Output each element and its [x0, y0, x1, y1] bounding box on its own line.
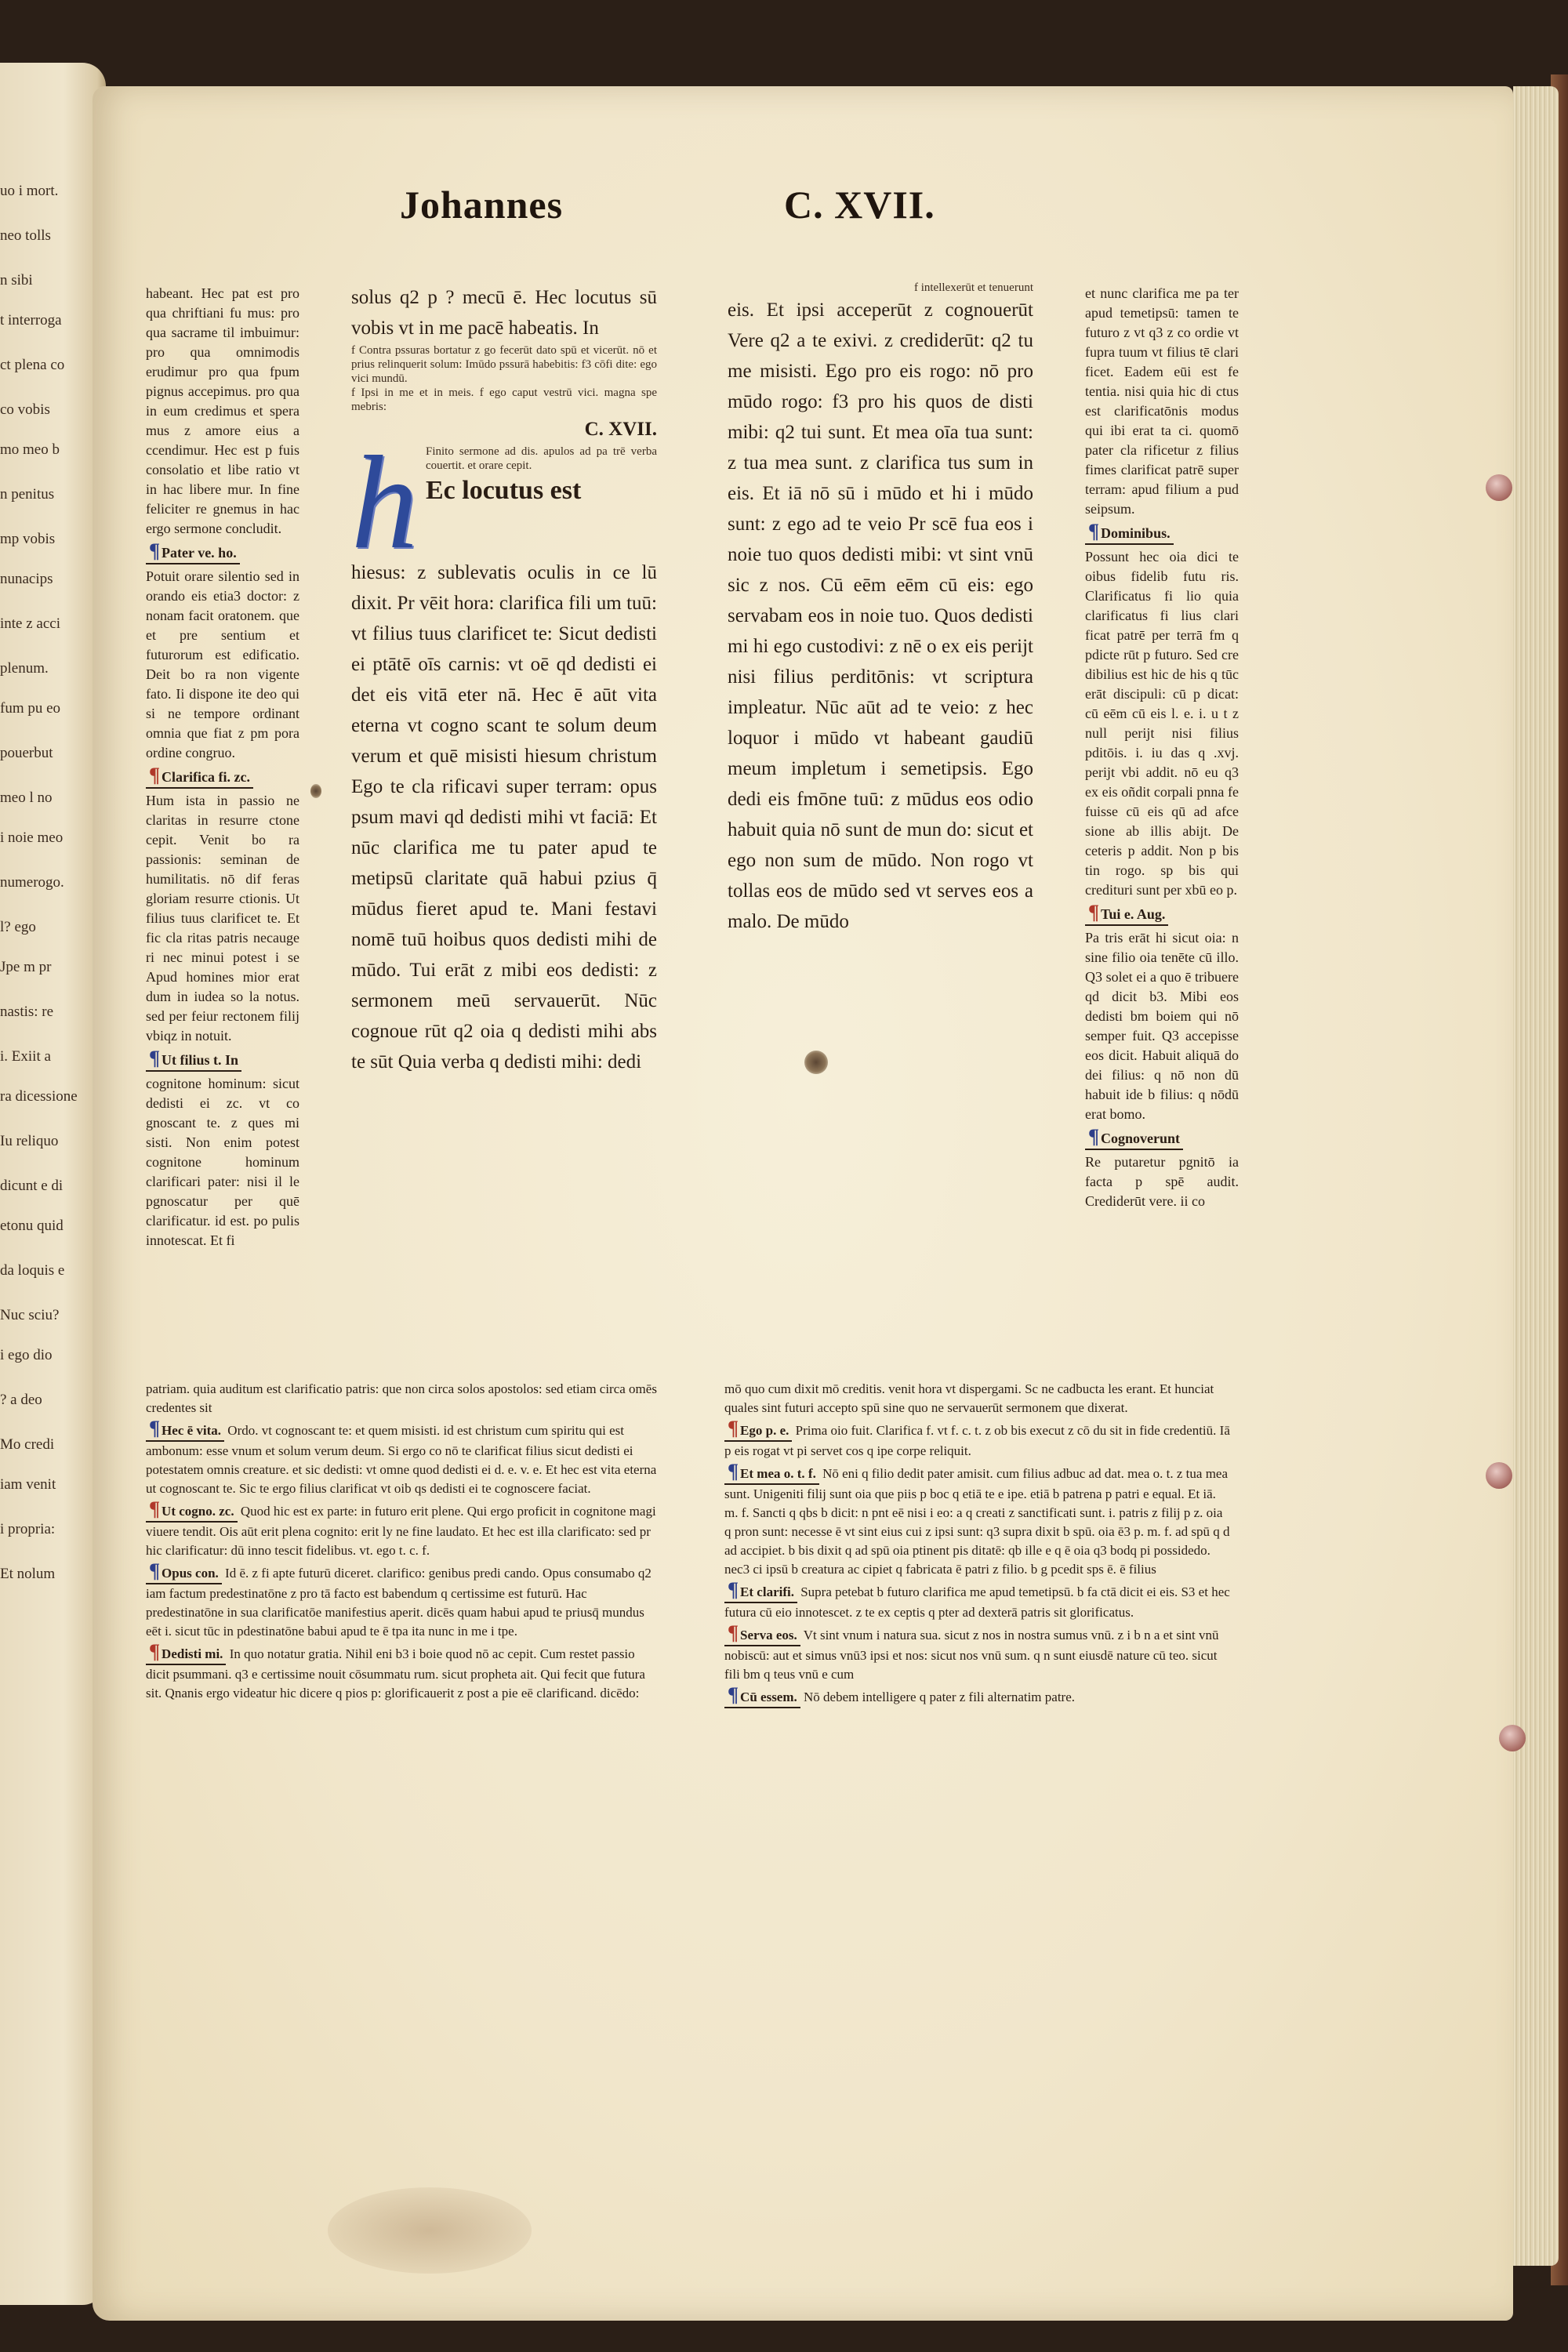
col4-gloss3-text: Re putaretur pgnitō ia facta p spē audit. Crediderūt vere. ii co	[1085, 1154, 1239, 1209]
left-page-line: i ego dio	[0, 1347, 53, 1363]
col3-top-gloss: f intellexerūt et tenuerunt	[913, 281, 1033, 294]
left-page-line: co vobis	[0, 401, 50, 418]
left-page-line: neo tolls	[0, 227, 51, 244]
left-page-line: etonu quid	[0, 1218, 64, 1234]
left-page-line: nunacips	[0, 571, 53, 587]
page-stain	[328, 2187, 532, 2274]
lower-left-commentary	[146, 1380, 657, 1704]
col2-body-text: hiesus: z sublevatis oculis in ce lū dixit. Pr vēit hora: clarifica fili um tuū: vt filius tuus clarificet te: Sicut dedisti ei ptātē oīs carnis: vt oē qd dedisti ei det eis vitā eter nā. Hec ē aūt vita eterna vt cogno scant te solum deum verum et quē misisti hiesum christum Ego te cla rificavi super terram: opus psum mavi qd dedisti mihi vt faciā: Et nūc clarifica me tu pater apud te metipsū claritate quā habui pzius q̄ mūdus fieret apud te. Mani festavi nomē tuū hoibus quos dedisti mihi de mūdo. Tui erāt z mibi eos dedisti: z sermonem meū servauerūt. Nūc cognoue rūt q2 oia q dedisti mihi abs te sūt Quia verba q dedisti mihi: dedi	[351, 562, 657, 1073]
lower-left-g3-label: ¶ Opus con.	[146, 1562, 222, 1584]
left-page-line: iam venit	[0, 1476, 56, 1493]
col1-gloss1-label: ¶ Pater ve. ho.	[146, 541, 240, 564]
running-head-chapter: C. XVII.	[784, 183, 935, 227]
left-page-text-fragments	[0, 180, 100, 1603]
lower-left-g2-text: Quod hic est ex parte: in futuro erit plene. Qui ergo proficit in cognitone magi viuere tendit. Ois aūt erit plena cognito: erit ly ne fine laudato. Et hec est illa clarificato: sed pr hic clarificatur: dū inno tescit fidelibus. vt. ego t. c. f.	[146, 1504, 656, 1558]
col4-gloss1-text: Possunt hec oia dici te oibus fidelib futu ris. Clarificatus fi lio quia clarificatus fi lius clari ficat patrē per terrā fm q pdicte rūt p futuro. Sed cre dibilius est hic de his q tūc erāt discipuli: cū p dicat: cū eēm cū eis l. e. i. u t z null perijt nisi filius pditōis. i. iu das q .xvj. perijt vbi addit. nō eu q3 ex eis oñdit corpali pnna fe fuisse cū eis qū ad afce sione ab illis abijt. De ceteris p addit. Non p bis tin rogo. sp bis qui credituri sunt per xbū eo p.	[1085, 549, 1239, 898]
left-page-line: ra dicessione	[0, 1088, 78, 1105]
lower-left-g4-label: ¶ Dedisti mi.	[146, 1642, 226, 1665]
left-page-line: Jpe m pr	[0, 959, 52, 975]
col1-gloss3-text: cognitone hominum: sicut dedisti ei zc. vt co gnoscant te. z ques mi sisti. Non enim potest cognitone hominum clarificari pater: nisi il le pgnoscatur per quē clarificatur. id est. po pulis innotescat. Et fi	[146, 1076, 299, 1248]
lower-right-g1-label: ¶ Ego p. e.	[724, 1419, 792, 1442]
col4-gloss3-label: ¶ Cognoverunt	[1085, 1127, 1183, 1150]
left-facing-page	[0, 63, 106, 2305]
col4-gloss2-text: Pa tris erāt hi sicut oia: n sine filio oia tenēte cū illo. Q3 solet ei a quo ē tribuere qd dicit b3. Mibi eos dedisti bm boiem qui nō semper fuit. Q3 accepisse eos dicit. Habuit aliquā do dei filius: q nō non dū habuit ide b filius: q nōdū erat bomo.	[1085, 930, 1239, 1122]
lower-right-g3-text: Supra petebat b futuro clarifica me apud temetipsū. b fa ctā dicit ei eis. S3 et hec futura cū eio innotescet. z te ex ceptis q pter ad dexterā patris sit glorificatus.	[724, 1584, 1230, 1620]
left-page-line: ? a deo	[0, 1392, 42, 1408]
page-tab-marker-2	[1486, 1462, 1512, 1489]
running-head-book: Johannes	[400, 183, 564, 227]
left-page-line: mp vobis	[0, 531, 56, 547]
lower-right-g5-text: Nō debem intelligere q pater z fili alternatim patre.	[804, 1690, 1076, 1704]
left-page-line: nastis: re	[0, 1004, 54, 1020]
col2-top-text: solus q2 p ? mecū ē. Hec locutus sū vobis vt in me pacē habeatis. In	[351, 287, 657, 339]
lower-right-g1-text: Prima oio fuit. Clarifica f. vt f. c. t. z ob bis execut z cō du sit in fide credentiū. Iā p eis rogat vt pi servet cos q ipe corpe reliquit.	[724, 1423, 1230, 1458]
left-page-line: dicunt e di	[0, 1178, 64, 1194]
left-page-line: mo meo b	[0, 441, 60, 458]
lower-left-intro: patriam. quia auditum est clarificatio patris: que non circa solos apostolos: sed etiam circa omēs credentes sit	[146, 1381, 657, 1415]
lower-right-commentary	[724, 1380, 1232, 1710]
col4-gloss1-label: ¶ Dominibus.	[1085, 521, 1174, 545]
lower-right-g5-label: ¶ Cū essem.	[724, 1686, 800, 1708]
col4-gloss2-label: ¶ Tui e. Aug.	[1085, 902, 1168, 926]
decorated-initial-h: h	[351, 445, 418, 557]
lower-left-g1-label: ¶ Hec ē vita.	[146, 1419, 224, 1442]
left-page-line: i. Exiit a	[0, 1048, 51, 1065]
column-4-gloss	[1085, 284, 1239, 1214]
left-page-line: meo l no	[0, 789, 53, 806]
lower-left-g4-text: In quo notatur gratia. Nihil eni b3 i boie quod nō ac cepit. Cum restet passio dicit psummani. q3 e certissime nouit cōsummatu rum. sicut propheta ait. Qui fecit que futura sit. Qnanis ergo videatur hic dicere q pios p: glorificauerit z post a pie eē clarificand. dicēdo:	[146, 1646, 645, 1700]
page-tab-marker-1	[1486, 474, 1512, 501]
left-page-line: numerogo.	[0, 874, 64, 891]
page-tab-marker-3	[1499, 1725, 1526, 1751]
lower-left-g2-label: ¶ Ut cogno. zc.	[146, 1500, 238, 1523]
chapter-intro-gloss: Finito sermone ad dis. apulos ad pa trē verba couertit. et orare cepit.	[426, 445, 657, 472]
lower-left-g1-text: Ordo. vt cognoscant te: et quem misisti. id est christum cum spiritu qui est ambonum: esse vnum et solum verum deum. Si ergo co nō te clarificat filius sicut dedisti ei potestatem omnis creature. et sic dedisti: vt omne quod dedisti ei d. e. v. e. Et hec est vita eterna ut cognoscant te. Sic te ergo filius clarificat vt oib qs dedisti ei te cognoscere faciat.	[146, 1423, 657, 1496]
col1-gloss2-text: Hum ista in passio ne claritas in resurre ctone cepit. Venit bo ra passionis: seminan de humilitatis. nō dif feras gloriam resurre ctionis. Ut filius tuus clarificet te. Et fic cla ritas patris necauge ri nec minui potest i se Apud homines mior erat dum in iudea so la notus. sed per feiur rectonem filij vbiqz in notuit.	[146, 793, 299, 1044]
lower-right-g4-label: ¶ Serva eos.	[724, 1624, 800, 1646]
ink-spot	[310, 784, 321, 798]
left-page-line: i propria:	[0, 1521, 56, 1537]
col1-gloss2-label: ¶ Clarifica fi. zc.	[146, 765, 253, 789]
left-page-line: Nuc sciu?	[0, 1307, 60, 1323]
lower-right-g4-text: Vt sint vnum i natura sua. sicut z nos in nostra sumus vnū. z i b n a et sint vnū nobiscū: aut et simus vnū3 ipsi et nos: sicut nos vnū sum. q n sunt eiusdē nature cū teo. sicut fili bm q teus vnū e cum	[724, 1628, 1219, 1682]
left-page-line: i noie meo	[0, 829, 64, 846]
left-page-line: Mo credi	[0, 1436, 55, 1453]
col2-top-gloss: f Contra pssuras bortatur z go fecerūt dato spū et vicerūt. nō et prius relinquerit solum: Imūdo pssurā habebitis: f3 cōfi dite: ego vici mundū.	[351, 344, 657, 385]
page-fore-edge	[1513, 86, 1559, 2266]
left-page-line: l? ego	[0, 919, 36, 935]
lower-right-g3-label: ¶ Et clarifi.	[724, 1581, 797, 1603]
left-page-line: fum pu eo	[0, 700, 61, 717]
left-page-line: inte z acci	[0, 615, 61, 632]
left-page-line: Iu reliquo	[0, 1133, 59, 1149]
column-3-main-text	[728, 281, 1033, 937]
left-page-line: uo i mort.	[0, 183, 59, 199]
left-page-line: t interroga	[0, 312, 62, 328]
lower-right-intro: mō quo cum dixit mō creditis. venit hora vt dispergami. Sc ne cadbucta les erant. Et hunciat quales sint futuri accepto spū sine quo ne servauerūt sermonem que dixerat.	[724, 1381, 1214, 1415]
lower-left-g3-text: Id ē. z fi apte futurū diceret. clarifico: genibus predi cando. Opus consumabo q2 iam factum predestinatōne z pro tā facto est babendum q certissime est futurū. Hac predestinatōne in sua clarificatōe manifestius aperit. dicēs quam habui apud te priusq̄ mundus eēt i. sicut tūc in pdestinatōne babui apud te ē tpa ita nunc in me i tpe.	[146, 1566, 652, 1639]
column-1-gloss	[146, 284, 299, 1253]
col1-gloss3-label: ¶ Ut filius t. In	[146, 1048, 241, 1072]
left-page-line: n penitus	[0, 486, 55, 503]
col2-top-gloss-2: f Ipsi in me et in meis. f ego caput vestrū vici. magna spe mebris:	[351, 387, 657, 413]
left-page-line: n sibi	[0, 272, 33, 289]
left-page-line: pouerbut	[0, 745, 53, 761]
left-page-line: plenum.	[0, 660, 49, 677]
col4-top-text: et nunc clarifica me pa ter apud temetipsū: tamen te futuro z vt q3 z co ordie vt fupra tuum vt filius tē clari ficet. Eadem eūi est fe tentia. nisi quia hic di ctus est clarificatōnis modus qui ibi erat ta ci. quomō pater cla rificetur z filius fimes clarificat patrē super terram: apud filium a pud seipsum.	[1085, 285, 1239, 517]
lower-right-g2-text: Nō eni q filio dedit pater amisit. cum filius adbuc ad dat. mea o. t. z tua mea sunt. Unigeniti filij sunt oia que piis p boc q etiā te e ipe. etiā b patrena p patri e equal. Et iā. m. f. Sancti q qbs b dicit: n pnt eē nisi i eo: a q creati z sanctificati sunt. i. patris z filij p z. oia q pron sunt: necesse ē vt sint eius cui z ipsi sunt: q3 supra dixit b spū. oia ē3 p. m. f. ad spū q d ad accipiet. b bis dixit q ad spū oia ptinent pis ditatē: qb ille e q ē oia q3 bodq pi possidedo. nec3 ci ipsū b creatura ac cipiet q fabricata ē patri z filio. b g pcedit sps ē. ē filius	[724, 1466, 1230, 1577]
left-page-line: ct plena co	[0, 357, 65, 373]
ink-blot	[804, 1051, 828, 1074]
col1-gloss1-text: Potuit orare silentio sed in orando eis etia3 doctor: z nonam facit oratonem. que et pre sentium et futurorum est edificatio. Deit bo ra non vigente fato. Ii dispone ite deo qui si ne tempore ordinant omnia que fiat z pm pora ordine congruo.	[146, 568, 299, 760]
lower-right-g2-label: ¶ Et mea o. t. f.	[724, 1462, 819, 1485]
col1-intro-text: habeant. Hec pat est pro qua chriftiani fu mus: pro qua sacrame til imbuimur: pro qua omnimodis erudimur pro qua fpum pignus accepimus. pro qua in eum credimus et spera mus z amore eius a ccendimur. Hec est p fuis consolatio et libe ratio vt in hac libere mur. In fine feliciter re gnemus in hac ergo sermone concludit.	[146, 285, 299, 536]
column-2-main-text	[351, 282, 657, 1077]
col3-body-text: eis. Et ipsi acceperūt z cognouerūt Vere q2 a te exivi. z crediderūt: q2 tu me misisti. Ego pro eis rogo: nō pro mūdo rogo: f3 pro his quos de disti mibi: q2 tui sunt. Et mea oīa tua sunt: z tua mea sunt. z clarifica tus sum in eis. Et iā nō sū i mūdo et hi i mūdo sunt: z ego ad te veio Pr scē fua eos i noie tuo quos dedisti mibi: vt sint vnū sic z nos. Cū eēm eēm cū eis: ego servabam eos in noie tuo. Quos dedisti mi hi ego custodivi: z nē o ex eis perijt nisi filius perditōnis: vt scriptura impleatur. Nūc aūt ad te veio: z hec loquor i mūdo vt habeant gaudiū meum impletum i semetipsis. Ego dedi eis fmōne tuū: z mūdus eos odio habuit quia nō sunt de mun do: sicut et ego non sum de mūdo. Non rogo vt tollas eos de mūdo sed vt serves eos a malo. De mūdo	[728, 299, 1033, 932]
left-page-line: Et nolum	[0, 1566, 56, 1582]
chapter-opening-words: Ec locutus est	[426, 476, 582, 505]
chapter-number-label: C. XVII.	[584, 419, 657, 440]
left-page-line: da loquis e	[0, 1262, 65, 1279]
